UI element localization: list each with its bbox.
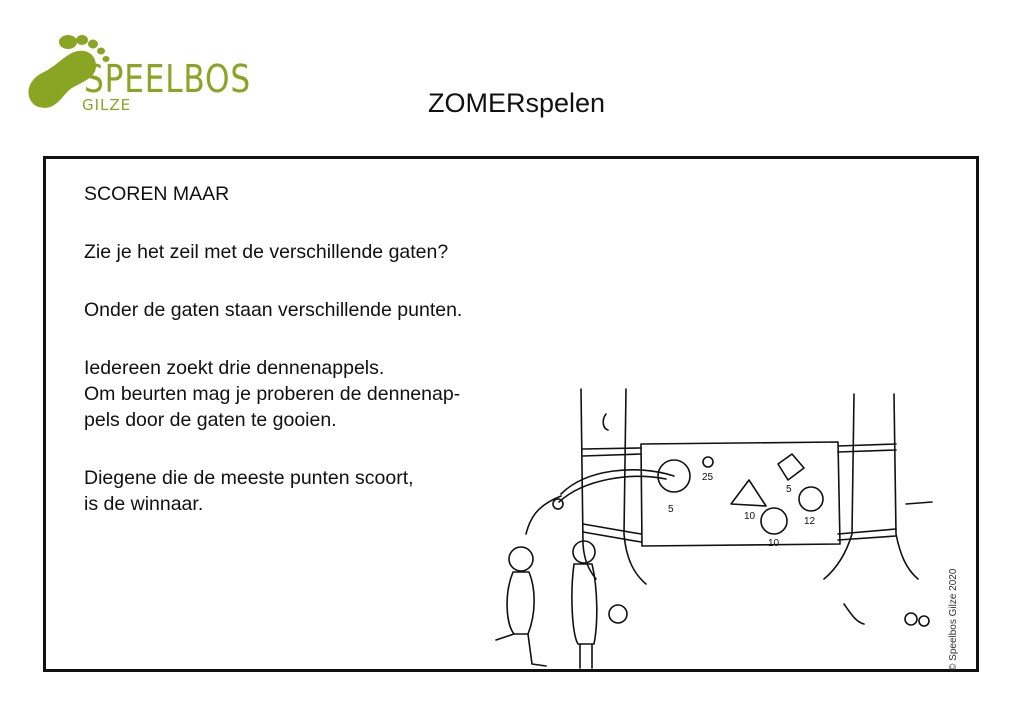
hole (799, 487, 823, 511)
game-illustration (466, 384, 936, 674)
tree-trunk-line (624, 389, 646, 584)
child-body (507, 572, 534, 634)
child-legs (580, 644, 592, 668)
logo-wordmark: SPEELBOS (84, 57, 252, 101)
speelbos-logo (22, 28, 252, 120)
throw-trajectory (561, 470, 674, 494)
game-heading: SCOREN MAAR (84, 183, 230, 205)
ground-line (906, 502, 932, 504)
logo-subtitle: GILZE (82, 96, 132, 114)
copyright-note: © Speelbos Gilze 2020 (948, 568, 959, 671)
score-label: 12 (804, 516, 816, 527)
page-title: ZOMERspelen (428, 88, 606, 118)
pinecone (609, 605, 627, 623)
score-label: 25 (702, 472, 714, 483)
score-label: 5 (786, 484, 792, 495)
instruction-line: is de winnaar. (84, 493, 204, 515)
score-label: 5 (668, 504, 674, 515)
sail (641, 442, 840, 546)
hole (703, 457, 713, 467)
hole-diamond (778, 454, 804, 480)
rope (838, 529, 896, 540)
throw-trajectory (559, 476, 666, 502)
instruction-line: pels door de gaten te gooien. (84, 409, 337, 431)
tree-bark-mark (603, 414, 608, 430)
score-label: 10 (768, 538, 780, 549)
instruction-paragraph: Onder de gaten staan verschillende punten. (84, 299, 463, 321)
pinecone (553, 499, 563, 509)
pinecone (919, 616, 929, 626)
score-label: 10 (744, 511, 756, 522)
instruction-line: Om beurten mag je proberen de dennenap- (84, 383, 461, 405)
hole (761, 508, 787, 534)
tree-trunk-line (894, 394, 918, 579)
rope (583, 448, 641, 456)
child-head (509, 547, 533, 571)
grass-mark (844, 604, 864, 624)
pinecone (905, 613, 917, 625)
instruction-paragraph: Zie je het zeil met de verschillende gaten? (84, 241, 449, 263)
rope (838, 444, 896, 452)
hole-triangle (731, 480, 766, 506)
game-card (43, 156, 979, 672)
rope (583, 524, 641, 542)
instruction-line: Diegene die de meeste punten scoort, (84, 467, 414, 489)
throw-trajectory (526, 496, 561, 534)
instruction-line: Iedereen zoekt drie dennenappels. (84, 357, 385, 379)
child-legs (496, 634, 546, 666)
